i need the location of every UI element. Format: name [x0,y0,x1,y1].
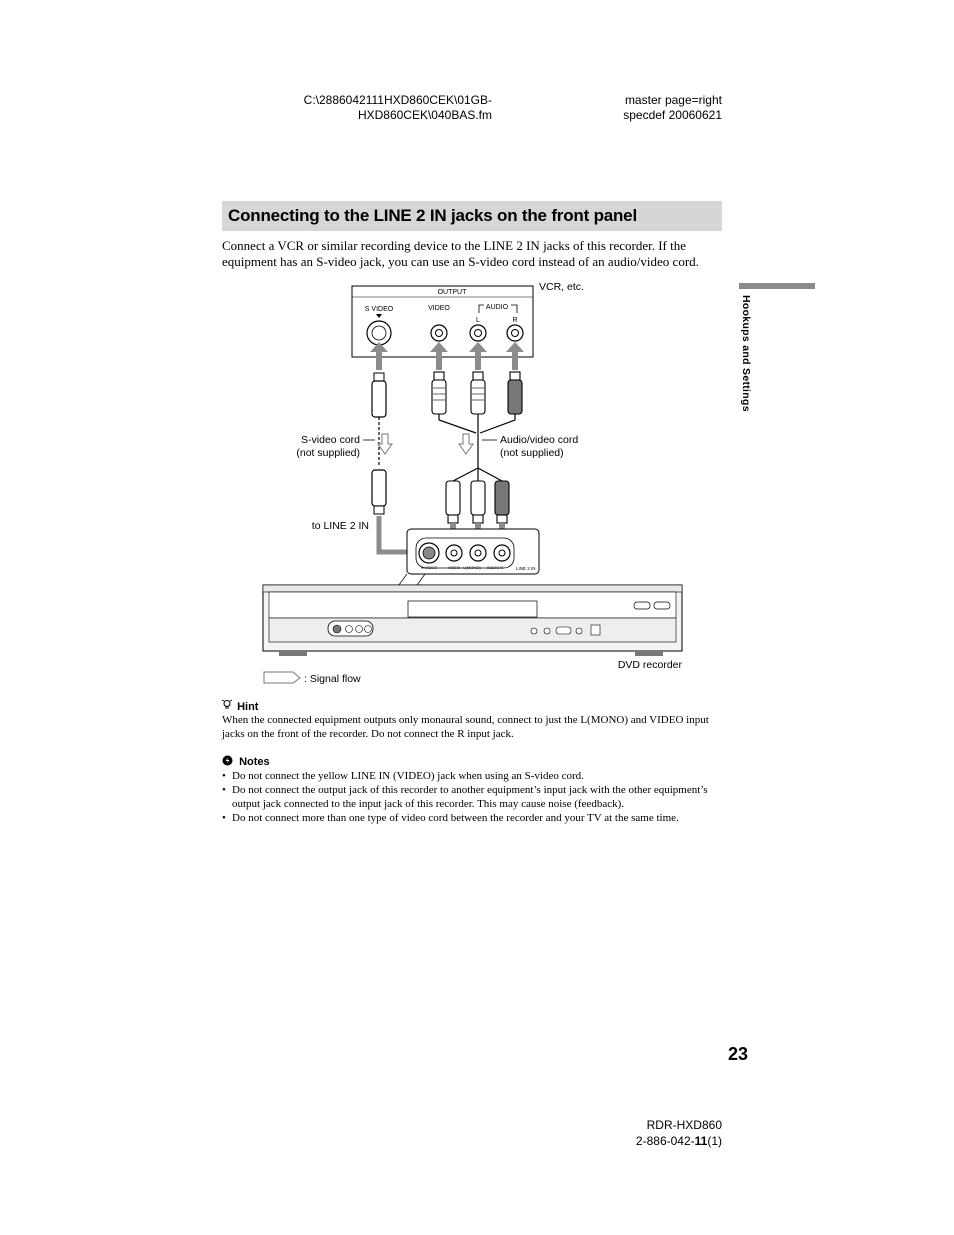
to-line2-label: to LINE 2 IN [311,520,369,532]
file-path-line-1: C:\2886042111HXD860CEK\01GB- [303,93,492,107]
dvd-recorder-label: DVD recorder [617,659,682,671]
vcr-label: VCR, etc. [539,281,584,293]
signal-flow-label: : Signal flow [304,673,361,685]
master-page-line-2: specdef 20060621 [623,108,722,122]
connection-diagram-svg [255,280,705,690]
audio-r-plug-top [508,380,522,414]
document-code-suffix: (1) [707,1134,722,1148]
output-label: OUTPUT [437,289,467,296]
panel-audio-r-label: AUDIO R [486,565,504,570]
model-number: RDR-HXD860 [646,1118,722,1132]
side-tab-label: Hookups and Settings [740,295,752,412]
signal-flow-legend-icon [264,672,300,683]
audio-l-plug-top [471,380,485,414]
video-plug-bottom [446,481,460,515]
hint-title: Hint [237,701,259,713]
panel-video-label: VIDEO [447,565,461,570]
master-page-line-1: master page=right [624,93,722,107]
note-item: • Do not connect the output jack of this recorder to another equipment’s input jack with the other equipment’s output jack connected to the input jack of this recorder. This may cause noise (feedback). [222,783,722,811]
page-number: 23 [727,1044,748,1064]
side-tab-bar [739,283,815,289]
notes-title: Notes [239,756,270,768]
svideo-signal-arrow [378,434,392,454]
notes-icon [222,755,236,769]
audio-l-plug-bottom [471,481,485,515]
file-path-line-2: HXD860CEK\040BAS.fm [357,108,492,122]
document-code [560,1133,722,1149]
dvd-recorder [263,585,682,656]
vcr-video-label: VIDEO [428,305,450,312]
vcr-r-label: R [512,317,518,324]
av-cord-label-2: (not supplied) [500,447,564,459]
vcr-audio-label: AUDIO [485,304,509,311]
hint-text: When the connected equipment outputs only monaural sound, connect to just the L(MONO) and VIDEO input jacks on the front of the recorder. Do not connect the R input jack. [222,714,709,740]
av-signal-arrow [459,434,473,454]
lightbulb-icon [222,699,234,713]
connection-diagram [255,280,705,695]
note-item: • Do not connect more than one type of video cord between the recorder and your TV at the same time. [222,811,722,825]
panel-svideo-label: S VIDEO [420,565,438,570]
footer [560,1117,722,1149]
section-title: Connecting to the LINE 2 IN jacks on the front panel [222,201,722,231]
master-page-header [560,93,722,123]
svideo-plug-bottom [372,470,386,506]
video-plug-top [432,380,446,414]
svideo-plug-top [372,381,386,417]
intro-paragraph: Connect a VCR or similar recording device to the LINE 2 IN jacks of this recorder. If the equipment has an S-video jack, you can use an S-video cord instead of an audio/video cord. [222,238,699,269]
audio-r-plug-bottom [495,481,509,515]
file-path-header [292,93,492,123]
vcr-svideo-label: S VIDEO [364,306,394,313]
panel-lmono-label: L(MONO) [463,565,481,570]
panel-line2in-label: LINE 2 IN [516,566,536,571]
document-code-prefix: 2-886-042- [635,1134,695,1148]
notes-list [222,769,722,825]
svideo-cord-label-1: S-video cord [301,434,360,446]
notes-heading [222,755,270,769]
svideo-cord-label-2: (not supplied) [296,447,360,459]
note-item: • Do not connect the yellow LINE IN (VIDEO) jack when using an S-video cord. [222,769,722,783]
document-code-bold: 11 [694,1134,708,1148]
vcr-l-label: L [476,317,480,324]
hint-heading [222,699,258,713]
av-cord-label-1: Audio/video cord [500,434,579,446]
